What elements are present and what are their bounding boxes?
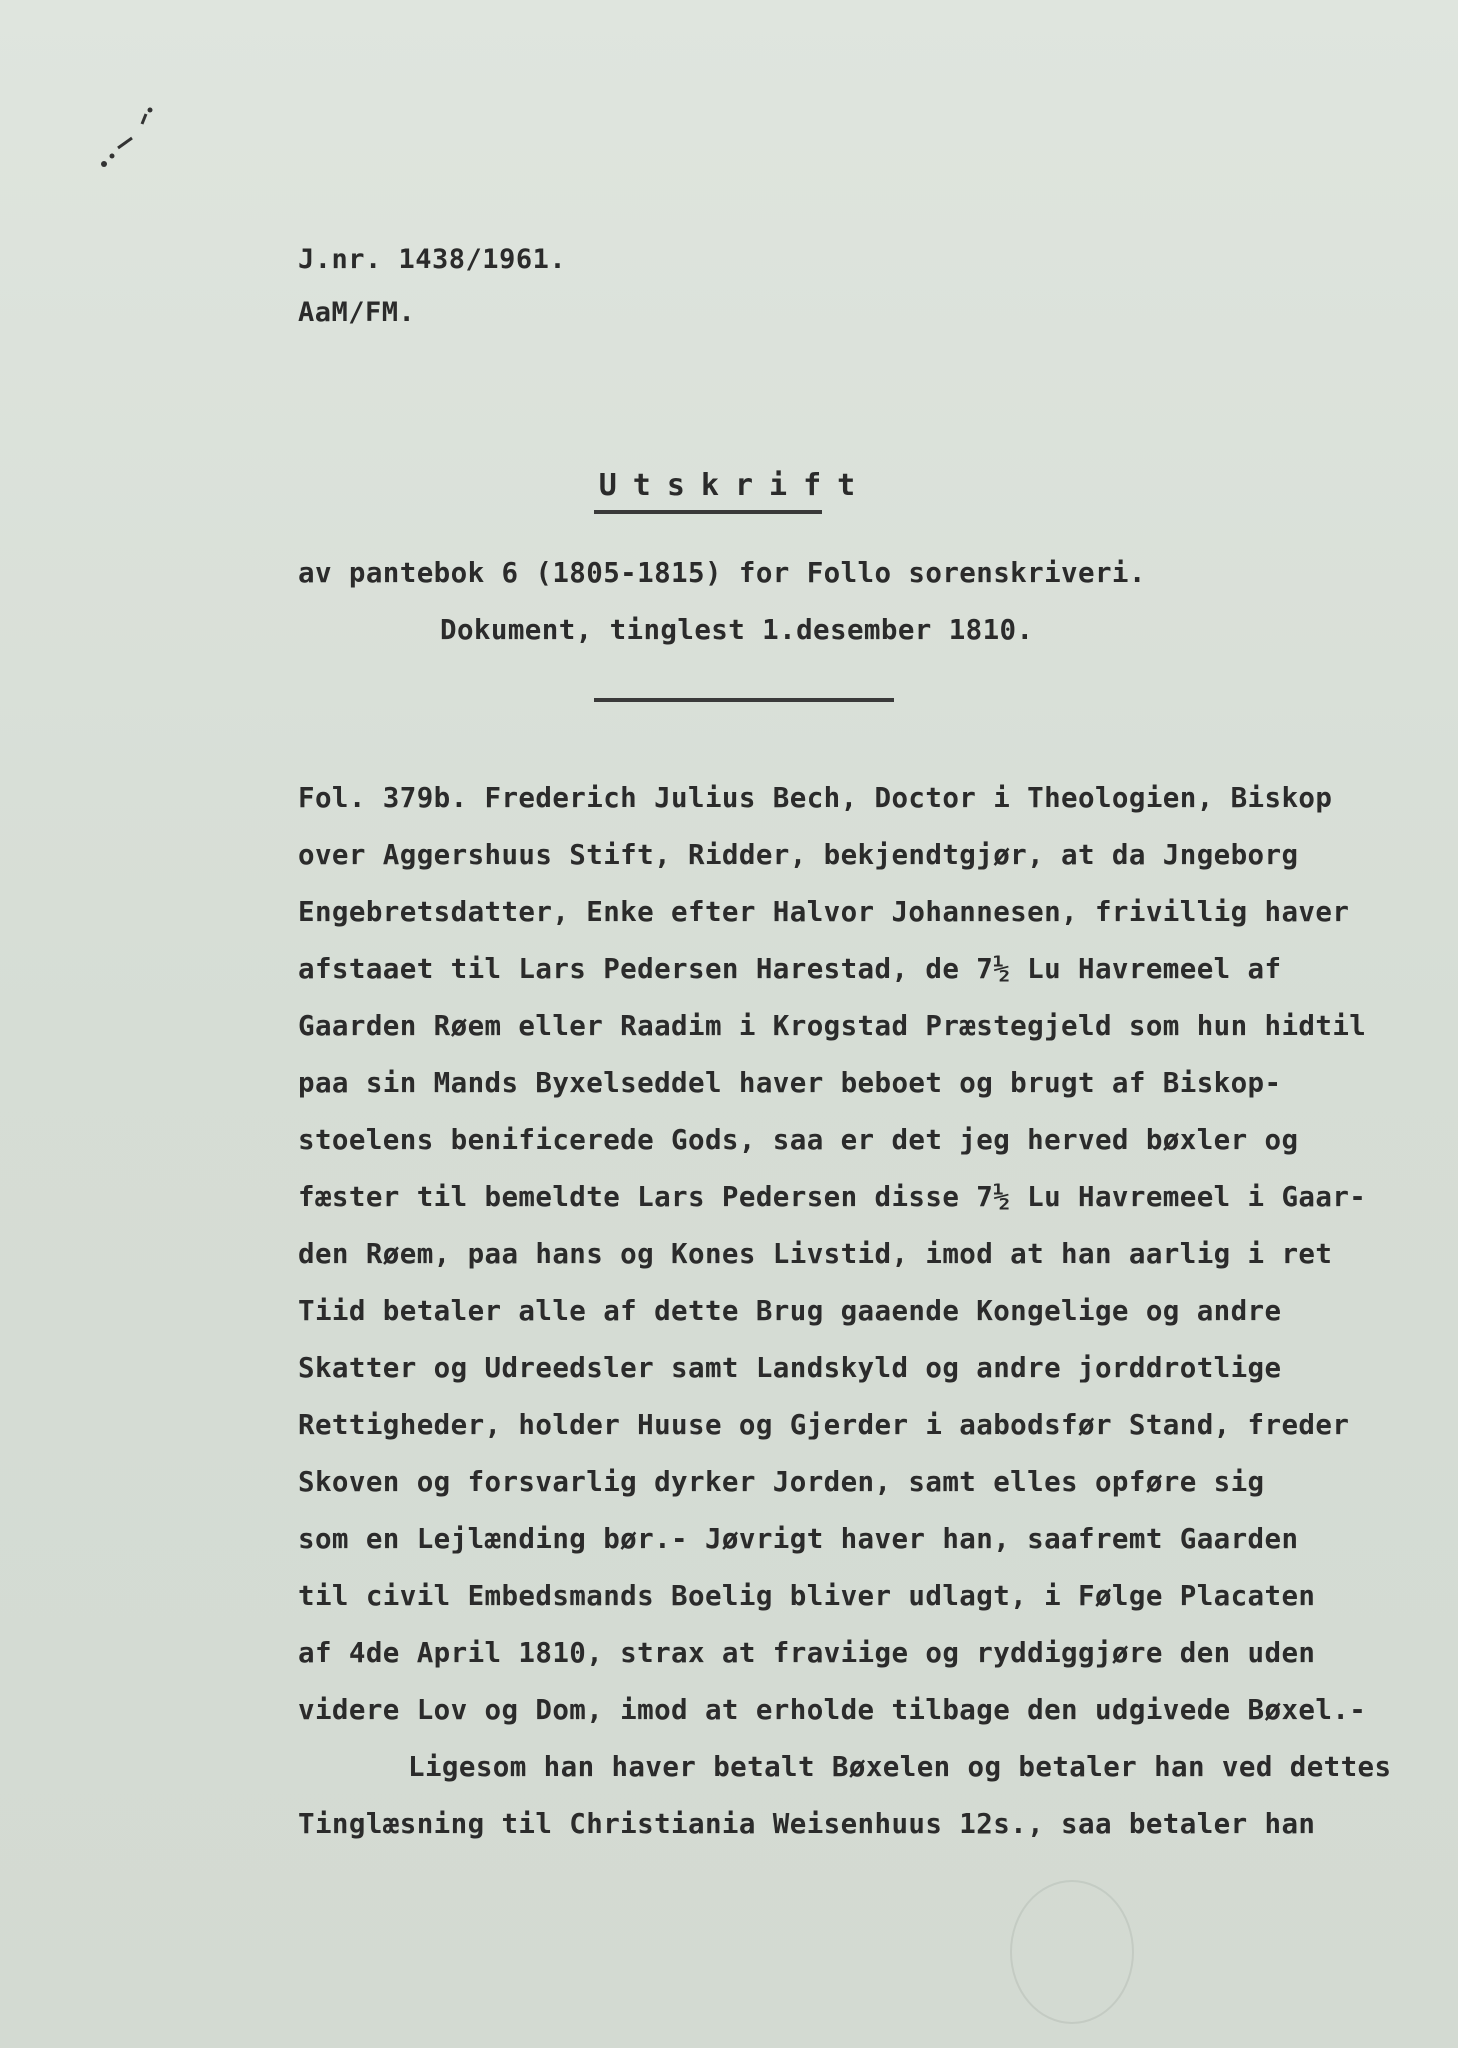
body-line: paa sin Mands Byxelseddel haver beboet og brugt af Biskop- (298, 1067, 1282, 1099)
body-line: Skatter og Udreedsler samt Landskyld og andre jorddrotlige (298, 1352, 1282, 1384)
body-line: videre Lov og Dom, imod at erholde tilbage den udgivede Bøxel.- (298, 1694, 1367, 1726)
body-line: Ligesom han haver betalt Bøxelen og betaler han ved dettes (408, 1751, 1392, 1783)
paper-stain (1010, 1880, 1134, 2024)
body-line: den Røem, paa hans og Kones Livstid, imod at han aarlig i ret (298, 1238, 1333, 1270)
ink-marks (98, 104, 168, 174)
journal-number: J.nr. 1438/1961. (298, 244, 567, 275)
subtitle-date: Dokument, tinglest 1.desember 1810. (440, 614, 1034, 646)
body-line: Tinglæsning til Christiania Weisenhuus 12s., saa betaler han (298, 1808, 1316, 1840)
body-line: fæster til bemeldte Lars Pedersen disse 7½ Lu Havremeel i Gaar- (298, 1181, 1367, 1213)
body-line: til civil Embedsmands Boelig bliver udlagt, i Følge Placaten (298, 1580, 1316, 1612)
body-line: Tiid betaler alle af dette Brug gaaende Kongelige og andre (298, 1295, 1282, 1327)
body-line: afstaaet til Lars Pedersen Harestad, de 7½ Lu Havremeel af (298, 953, 1282, 985)
body-line: Skoven og forsvarlig dyrker Jorden, samt elles opføre sig (298, 1466, 1265, 1498)
body-line: Fol. 379b. Frederich Julius Bech, Doctor i Theologien, Biskop (298, 782, 1333, 814)
subtitle-source: av pantebok 6 (1805-1815) for Follo sorenskriveri. (298, 557, 1146, 589)
body-line: Engebretsdatter, Enke efter Halvor Johannesen, frivillig haver (298, 896, 1350, 928)
body-line: som en Lejlænding bør.- Jøvrigt haver han, saafremt Gaarden (298, 1523, 1299, 1555)
body-line: af 4de April 1810, strax at fraviige og ryddiggjøre den uden (298, 1637, 1316, 1669)
body-line: stoelens benificerede Gods, saa er det jeg herved bøxler og (298, 1124, 1299, 1156)
document-title: Utskrift (598, 468, 872, 503)
body-line: Gaarden Røem eller Raadim i Krogstad Præstegjeld som hun hidtil (298, 1010, 1367, 1042)
initials: AaM/FM. (298, 297, 416, 328)
body-line: Rettigheder, holder Huuse og Gjerder i aabodsfør Stand, freder (298, 1409, 1350, 1441)
title-underline (594, 510, 822, 514)
section-divider (594, 698, 894, 702)
document-body (298, 782, 1418, 1865)
body-line: over Aggershuus Stift, Ridder, bekjendtgjør, at da Jngeborg (298, 839, 1299, 871)
